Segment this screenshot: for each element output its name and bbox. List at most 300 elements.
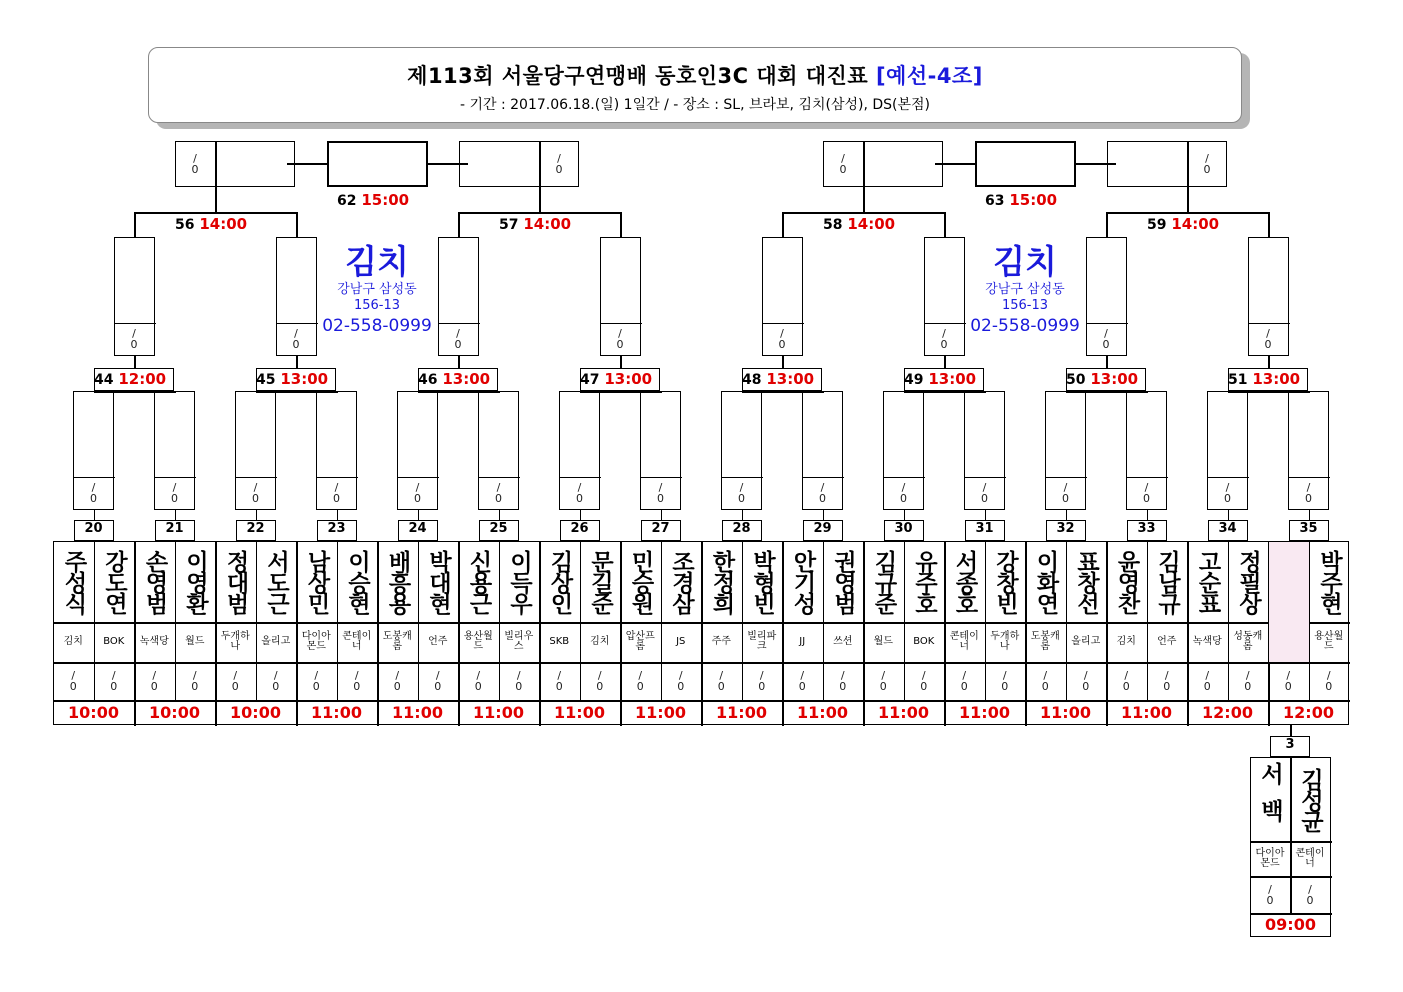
player-club: 용산월드 [1314, 631, 1344, 652]
score-value: 0 [272, 680, 280, 693]
bracket-line [296, 212, 298, 238]
venue-address: 강남구 삼성동 [985, 282, 1065, 297]
match-time: 11:00 [392, 703, 443, 722]
score-slash: / [233, 669, 238, 682]
player-score [1147, 664, 1188, 698]
match-time: 12:00 [118, 370, 167, 388]
round2-label [1228, 370, 1328, 388]
match-number-tab: 20 [74, 520, 114, 541]
match-time: 14:00 [1171, 215, 1220, 233]
venue-address-detail: 156-13 [1001, 298, 1049, 313]
score-value: 0 [312, 680, 320, 693]
score-value: 0 [434, 680, 442, 693]
score-slash: / [638, 669, 643, 682]
player-club: 주주 [711, 636, 731, 647]
box-score [883, 479, 924, 508]
score-slash: / [132, 327, 136, 341]
bracket-line [94, 510, 96, 521]
bracket-line [418, 391, 420, 392]
match-time: 11:00 [716, 703, 767, 722]
score-value: 0 [819, 492, 826, 506]
venue-phone: 02-558-0999 [322, 316, 432, 336]
bracket-line [661, 510, 663, 521]
score-value: 0 [1325, 680, 1333, 693]
bracket-line [904, 391, 986, 393]
match-number: 46 [418, 372, 443, 388]
bracket-line [94, 391, 96, 392]
score-value: 0 [414, 492, 421, 506]
match-time: 11:00 [797, 703, 848, 722]
player-name: 박형빈 [749, 550, 775, 613]
match-time: 11:00 [311, 703, 362, 722]
score-slash: / [172, 481, 177, 495]
player-name: 한정희 [708, 550, 735, 613]
match-number-tab: 27 [641, 520, 681, 541]
box-score [600, 325, 641, 354]
box-score [397, 479, 438, 508]
score-slash: / [800, 669, 805, 682]
score-value: 0 [110, 680, 118, 693]
player-score [1290, 878, 1330, 911]
score-value: 0 [252, 492, 259, 506]
match-time: 09:00 [1265, 915, 1316, 934]
score-value: 0 [292, 338, 300, 352]
score-slash: / [273, 669, 278, 682]
bracket-line [904, 510, 906, 521]
player-club: 압산프롬 [625, 631, 655, 652]
match-time: 13:00 [1252, 370, 1301, 388]
match-time: 12:00 [1202, 703, 1253, 722]
bracket-line [863, 187, 865, 213]
player-club: 녹색당 [139, 636, 169, 647]
score-value: 0 [1163, 680, 1171, 693]
player-score [863, 664, 904, 698]
player-score [337, 664, 378, 698]
player-club: 언주 [1157, 636, 1177, 647]
score-value: 0 [1102, 338, 1110, 352]
player-name [1268, 543, 1309, 620]
bracket-line [1076, 163, 1116, 165]
bracket-line [620, 356, 622, 369]
player-club: 콘테이너 [1295, 847, 1325, 869]
score-slash: / [1308, 882, 1312, 896]
score-value: 0 [879, 680, 887, 693]
bracket-line [428, 163, 468, 165]
match-number: 48 [742, 372, 767, 388]
score-value: 0 [515, 680, 523, 693]
score-value: 0 [839, 680, 847, 693]
player-score [580, 664, 621, 698]
player-club: 김치 [590, 636, 610, 647]
player-club: 두개하나 [990, 631, 1020, 652]
score-value: 0 [1224, 492, 1231, 506]
match-time: 13:00 [280, 370, 329, 388]
match-time: 12:00 [1283, 703, 1334, 722]
bracket-line [580, 391, 582, 392]
bracket-line [620, 212, 622, 238]
box-score [73, 479, 114, 508]
semi-label [175, 215, 275, 233]
player-club: 두개하나 [220, 631, 250, 652]
score-slash: / [1205, 152, 1209, 165]
player-club: 콘테이너 [342, 631, 372, 652]
match-time: 10:00 [149, 703, 200, 722]
venue-phone: 02-558-0999 [970, 316, 1080, 336]
match-time: 11:00 [1121, 703, 1172, 722]
score-slash: / [152, 669, 157, 682]
score-slash: / [942, 327, 946, 341]
round2-label [742, 370, 842, 388]
final-winner-box[interactable] [975, 141, 1076, 187]
bracket-line [539, 187, 541, 213]
match-number-tab: 26 [560, 520, 600, 541]
player-score [296, 664, 337, 698]
score-value: 0 [960, 680, 968, 693]
player-score [94, 664, 135, 698]
bracket-line [944, 212, 946, 238]
page-subtitle: - 기간 : 2017.06.18.(일) 1일간 / - 장소 : SL, 브라보, 김치(삼성), DS(본점) [459, 97, 931, 113]
score-value: 0 [596, 680, 604, 693]
bracket-line [1228, 510, 1230, 521]
box-divider [863, 141, 865, 188]
match-time: 13:00 [604, 370, 653, 388]
player-club: 녹색당 [1192, 636, 1222, 647]
score-value: 0 [555, 163, 563, 176]
score-slash: / [71, 669, 76, 682]
score-value: 0 [1122, 680, 1130, 693]
score-slash: / [456, 327, 460, 341]
match-number-tab: 34 [1208, 520, 1248, 541]
score-slash: / [1326, 669, 1331, 682]
score-slash: / [1083, 669, 1088, 682]
match-time: 13:00 [1090, 370, 1139, 388]
bracket-line [1106, 212, 1108, 238]
box-score [762, 325, 803, 354]
score-value: 0 [1306, 893, 1314, 907]
box-divider [215, 141, 217, 188]
box-score [114, 325, 155, 354]
bracket-line [134, 212, 136, 238]
score-slash: / [516, 669, 521, 682]
semi-label [1147, 215, 1247, 233]
player-club: JS [676, 636, 686, 647]
score-value: 0 [191, 163, 199, 176]
score-slash: / [1268, 882, 1272, 896]
bracket-line [256, 510, 258, 521]
player-name: 민승원 [627, 550, 654, 613]
bracket-line [418, 510, 420, 521]
player-score [661, 664, 702, 698]
round2-label [580, 370, 680, 388]
venue-name: 김치 [345, 242, 409, 281]
score-value: 0 [1244, 680, 1252, 693]
semi-label [823, 215, 923, 233]
match-time: 14:00 [847, 215, 896, 233]
match-time: 13:00 [442, 370, 491, 388]
round2-label [418, 370, 518, 388]
round2-label [256, 370, 356, 388]
box-score [640, 479, 681, 508]
player-name: 손영범 [141, 550, 168, 613]
score-slash: / [1063, 481, 1068, 495]
final-score [175, 143, 215, 185]
box-score [964, 479, 1005, 508]
score-value: 0 [778, 338, 786, 352]
score-value: 0 [920, 680, 928, 693]
final-score [1187, 143, 1227, 185]
player-name: 신용근 [465, 550, 492, 613]
player-name: 이영환 [182, 550, 208, 613]
score-slash: / [1104, 327, 1108, 341]
match-time: 14:00 [199, 215, 248, 233]
match-number-tab: 24 [398, 520, 438, 541]
title-text: 제113회 서울당구연맹배 동호인3C 대회 대진표 [407, 64, 869, 88]
bracket-line [580, 510, 582, 521]
player-score [904, 664, 945, 698]
match-time: 13:00 [766, 370, 815, 388]
player-name: 표창선 [1073, 550, 1099, 613]
score-slash: / [1164, 669, 1169, 682]
bracket-line [458, 212, 460, 238]
score-value: 0 [758, 680, 766, 693]
score-value: 0 [231, 680, 239, 693]
player-club: 김치 [63, 636, 83, 647]
player-name: 이승현 [344, 550, 370, 613]
bracket-line [418, 391, 500, 393]
player-club: 콘테이너 [949, 631, 979, 652]
match-time: 14:00 [523, 215, 572, 233]
player-name: 김남규 [1154, 550, 1180, 613]
bracket-line [985, 510, 987, 521]
player-score [620, 664, 661, 698]
match-time: 11:00 [878, 703, 929, 722]
score-slash: / [962, 669, 967, 682]
score-value: 0 [1264, 338, 1272, 352]
page-title [149, 60, 1241, 90]
score-slash: / [1286, 669, 1291, 682]
score-slash: / [597, 669, 602, 682]
group-label: [예선-4조] [875, 64, 983, 88]
score-slash: / [111, 669, 116, 682]
score-value: 0 [333, 492, 340, 506]
match-number: 44 [94, 372, 119, 388]
match-number-tab: 28 [722, 520, 762, 541]
score-slash: / [1245, 669, 1250, 682]
box-score [1248, 325, 1289, 354]
score-slash: / [192, 669, 197, 682]
player-score [134, 664, 175, 698]
player-score [1066, 664, 1107, 698]
score-value: 0 [454, 338, 462, 352]
match-number: 51 [1228, 372, 1253, 388]
score-value: 0 [393, 680, 401, 693]
header-panel [148, 47, 1242, 123]
score-value: 0 [150, 680, 158, 693]
match-time: 11:00 [554, 703, 605, 722]
score-value: 0 [616, 338, 624, 352]
score-slash: / [415, 481, 420, 495]
player-name: 김규준 [870, 550, 897, 613]
score-value: 0 [900, 492, 907, 506]
player-name: 정필상 [1235, 550, 1261, 613]
match-number: 56 [175, 217, 200, 233]
player-score [215, 664, 256, 698]
score-slash: / [557, 152, 561, 165]
venue-info [955, 242, 1095, 352]
bracket-line [1066, 391, 1148, 393]
match-time: 11:00 [1040, 703, 1091, 722]
player-name: 주성식 [60, 550, 87, 613]
score-value: 0 [1284, 680, 1292, 693]
player-score [1106, 664, 1147, 698]
match-number: 63 [985, 193, 1010, 209]
player-name: 김상인 [546, 550, 573, 613]
match-number: 45 [256, 372, 281, 388]
player-club: 월드 [185, 636, 205, 647]
score-slash: / [921, 669, 926, 682]
score-value: 0 [130, 338, 138, 352]
player-score [701, 664, 742, 698]
match-number: 47 [580, 372, 605, 388]
player-name: 서종호 [951, 550, 978, 613]
round2-label [904, 370, 1004, 388]
round2-label [1066, 370, 1166, 388]
venue-address: 강남구 삼성동 [337, 282, 417, 297]
player-score [53, 664, 94, 698]
player-score [823, 664, 864, 698]
player-club: 용산월드 [463, 631, 493, 652]
player-club: 올리고 [261, 636, 291, 647]
player-club: 빌리우스 [504, 631, 534, 652]
match-time: 11:00 [959, 703, 1010, 722]
round2-label [94, 370, 194, 388]
player-club: 올리고 [1071, 636, 1101, 647]
score-slash: / [314, 669, 319, 682]
player-score [418, 664, 459, 698]
match-number-tab: 30 [884, 520, 924, 541]
player-club: 쓰션 [833, 636, 853, 647]
player-score [742, 664, 783, 698]
player-name: 강창빈 [992, 550, 1018, 613]
score-slash: / [91, 481, 96, 495]
score-slash: / [1205, 669, 1210, 682]
match-time: 10:00 [68, 703, 119, 722]
score-slash: / [1225, 481, 1230, 495]
bracket-line [256, 391, 258, 392]
score-slash: / [820, 481, 825, 495]
score-value: 0 [1305, 492, 1312, 506]
score-slash: / [739, 481, 744, 495]
player-club: BOK [103, 636, 125, 647]
box-score [235, 479, 276, 508]
score-slash: / [759, 669, 764, 682]
bracket-line [134, 356, 136, 369]
player-name: 배흥용 [384, 550, 411, 613]
score-value: 0 [839, 163, 847, 176]
score-value: 0 [677, 680, 685, 693]
score-value: 0 [90, 492, 97, 506]
box-score [1207, 479, 1248, 508]
score-value: 0 [1203, 680, 1211, 693]
score-value: 0 [1082, 680, 1090, 693]
bracket-line [256, 391, 338, 393]
bracket-line [296, 356, 298, 369]
score-slash: / [354, 669, 359, 682]
player-name: 고순표 [1194, 550, 1221, 613]
bracket-line [1066, 510, 1068, 521]
score-slash: / [577, 481, 582, 495]
bracket-line [782, 356, 784, 369]
score-slash: / [841, 152, 845, 165]
player-score [1309, 664, 1350, 698]
player-club: BOK [913, 636, 935, 647]
box-score [721, 479, 762, 508]
score-slash: / [678, 669, 683, 682]
player-score [1268, 664, 1309, 698]
venue-address-detail: 156-13 [353, 298, 401, 313]
score-slash: / [253, 481, 258, 495]
score-value: 0 [738, 492, 745, 506]
bracket-line [742, 391, 824, 393]
venue-info [307, 242, 447, 352]
score-value: 0 [717, 680, 725, 693]
score-value: 0 [555, 680, 563, 693]
player-club: 월드 [873, 636, 893, 647]
final-winner-box[interactable] [327, 141, 428, 187]
player-club: 김치 [1116, 636, 1136, 647]
bracket-line [782, 212, 784, 238]
player-name: 권영범 [830, 550, 856, 613]
player-name: 김성균 [1297, 767, 1323, 831]
player-score [1187, 664, 1228, 698]
match-number-tab: 21 [155, 520, 195, 541]
bracket-line [742, 510, 744, 521]
match-number-tab: 22 [236, 520, 276, 541]
bracket-line [1187, 187, 1189, 213]
box-score [1288, 479, 1329, 508]
player-club: 다이아몬드 [1255, 847, 1285, 869]
final-label [337, 191, 437, 209]
player-score [1228, 664, 1269, 698]
score-slash: / [982, 481, 987, 495]
bracket-line [1147, 510, 1149, 521]
score-value: 0 [171, 492, 178, 506]
score-slash: / [334, 481, 339, 495]
score-value: 0 [576, 492, 583, 506]
match-time: 11:00 [473, 703, 524, 722]
score-slash: / [719, 669, 724, 682]
player-score [256, 664, 297, 698]
box-score [802, 479, 843, 508]
box-score [316, 479, 357, 508]
box-score [559, 479, 600, 508]
player-name: 문길준 [587, 550, 613, 613]
player-club: JJ [799, 636, 806, 647]
match-number: 58 [823, 217, 848, 233]
score-slash: / [435, 669, 440, 682]
player-name: 유주호 [911, 550, 937, 613]
bracket-line [337, 510, 339, 521]
bracket-line [175, 510, 177, 521]
score-slash: / [557, 669, 562, 682]
score-value: 0 [69, 680, 77, 693]
final-score [539, 143, 579, 185]
score-value: 0 [1041, 680, 1049, 693]
bracket-line [499, 510, 501, 521]
player-name: 조경삼 [668, 550, 694, 613]
score-slash: / [294, 327, 298, 341]
match-number: 49 [904, 372, 929, 388]
